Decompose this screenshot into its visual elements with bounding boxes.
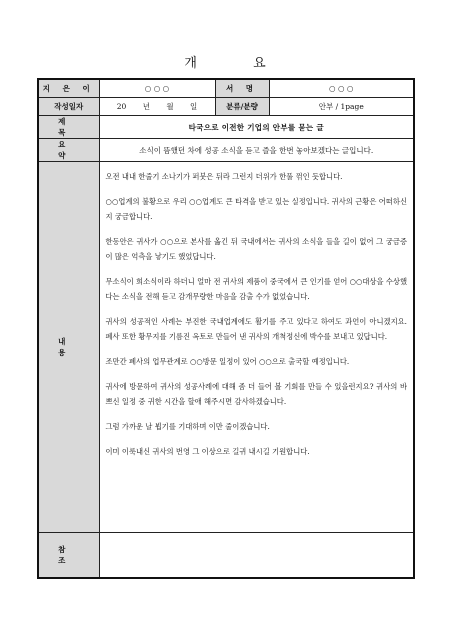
category-value: 안부 / 1page: [269, 98, 414, 116]
reference-label: 참 조: [38, 533, 99, 579]
date-value: 20 년 월 일: [99, 98, 215, 116]
signature-value: ○ ○ ○: [269, 79, 414, 98]
author-label: 지 은 이: [38, 79, 99, 98]
subject-value: 타국으로 이전한 기업의 안부를 묻는 글: [99, 116, 414, 139]
content-paragraph: 오전 내내 한줄기 소나기가 퍼붓은 뒤라 그런지 더위가 한풀 꺾인 듯합니다.: [105, 172, 343, 181]
reference-value: [99, 533, 414, 579]
overview-form: [37, 78, 415, 579]
content-body: [99, 162, 414, 533]
summary-value: 소식이 뜸했던 차에 성공 소식을 듣고 즐을 한번 놓아보겠다는 글입니다.: [99, 139, 414, 162]
content-label: 내 용: [38, 162, 99, 533]
content-paragraph: 귀사의 성공적인 사례는 부진한 국내업계에도 활기를 주고 있다고 하여도 과언이 아니겠지요. 폐사 또한 황무지를 기름진 옥토로 만들어 낸 귀사의 개척정신에 박수를 보내고 있답니다.: [105, 317, 407, 341]
author-value: ○ ○ ○: [99, 79, 215, 98]
subject-label: 제 목: [38, 116, 99, 139]
content-paragraph: 조만간 폐사의 업무관계로 ○○방문 일정이 있어 ○○으로 출국할 예정입니다.: [105, 357, 350, 366]
content-paragraph: 이미 이룩내신 귀사의 번영 그 이상으로 길귀 내시길 기원합니다.: [105, 447, 310, 456]
document-title: 개 요: [184, 56, 292, 71]
content-paragraph: 무소식이 희소식이라 하더니 얼마 전 귀사의 제품이 중국에서 큰 인기를 얻어 ○○대상을 수상했다는 소식을 전해 듣고 감개무량한 마음을 감출 수가 없었습니다.: [105, 277, 407, 301]
content-paragraph: 귀사에 방문하여 귀사의 성공사례에 대해 좀 더 들어 볼 기회를 만들 수 있을런지요? 귀사의 바쁘신 일정 중 귀한 시간을 할애 해주시면 감사하겠습니다.: [105, 382, 407, 406]
content-paragraph: 그럼 가까운 날 뵙기를 기대하며 이만 줄이겠습니다.: [105, 422, 270, 431]
date-label: 작성일자: [38, 98, 99, 116]
category-label: 분류/분량: [215, 98, 269, 116]
content-paragraph: ○○업계의 불황으로 우리 ○○업계도 큰 타격을 받고 있는 실정입니다. 귀사의 근황은 어떠하신지 궁금합니다.: [105, 197, 407, 221]
signature-label: 서 명: [215, 79, 269, 98]
summary-label: 요 약: [38, 139, 99, 162]
content-paragraph: 한동안은 귀사가 ○○으로 본사를 옮긴 뒤 국내에서는 귀사의 소식을 들을 길이 없어 그 궁금증이 많은 억측을 낳기도 했었답니다.: [105, 237, 407, 261]
